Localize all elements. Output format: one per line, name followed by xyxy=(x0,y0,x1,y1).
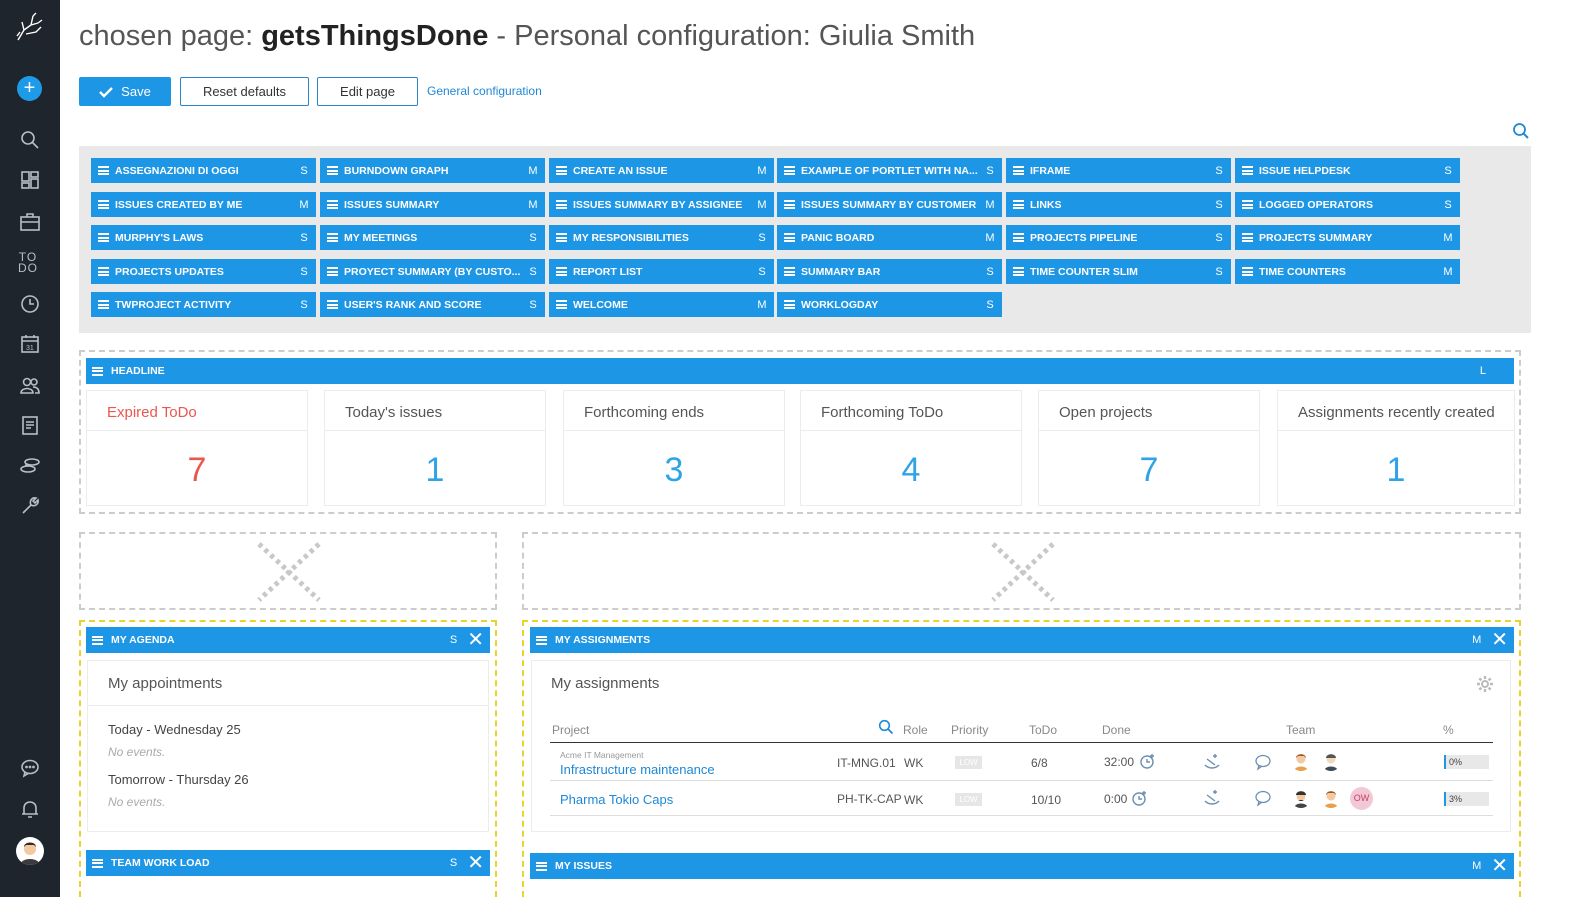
comment-icon[interactable] xyxy=(1254,789,1272,807)
palette-portlet-name: ISSUE HELPDESK xyxy=(1259,164,1351,177)
palette-portlet-name: IFRAME xyxy=(1030,164,1071,177)
drag-handle-icon[interactable] xyxy=(1242,233,1253,242)
people-icon[interactable] xyxy=(16,371,44,399)
row2-done: 0:00 xyxy=(1104,792,1128,806)
palette-portlet-chip[interactable] xyxy=(549,259,774,284)
drag-handle-icon[interactable] xyxy=(1242,267,1253,276)
palette-portlet-size[interactable]: S xyxy=(1215,164,1223,177)
table-search-icon[interactable] xyxy=(878,719,894,735)
palette-portlet-chip[interactable] xyxy=(320,225,545,250)
drag-handle-icon[interactable] xyxy=(92,636,103,645)
drag-handle-icon[interactable] xyxy=(1242,166,1253,175)
palette-portlet-size[interactable]: M xyxy=(528,164,538,177)
drag-handle-icon[interactable] xyxy=(784,300,795,309)
palette-portlet-name: ISSUES SUMMARY xyxy=(344,198,440,211)
gear-icon[interactable] xyxy=(1476,675,1494,693)
drag-handle-icon[interactable] xyxy=(536,862,547,871)
palette-portlet-chip[interactable] xyxy=(1006,192,1231,217)
palette-portlet-chip[interactable] xyxy=(777,225,1002,250)
headline-card-value: 7 xyxy=(1139,451,1159,489)
close-icon[interactable]: ✕ xyxy=(1491,629,1508,651)
palette-portlet-name: MY RESPONSIBILITIES xyxy=(573,231,689,244)
drag-handle-icon[interactable] xyxy=(784,166,795,175)
palette-portlet-chip[interactable] xyxy=(320,158,545,183)
headline-card-value: 1 xyxy=(425,451,445,489)
palette-portlet-name: WORKLOGDAY xyxy=(801,298,879,311)
close-icon[interactable]: ✕ xyxy=(467,852,484,874)
page-title: chosen page: getsThingsDone - Personal configuration: Giulia Smith xyxy=(79,20,976,52)
drag-handle-icon[interactable] xyxy=(327,233,338,242)
row2-progress: 3% xyxy=(1444,792,1489,806)
headline-card-value: 3 xyxy=(664,451,684,489)
palette-portlet-chip[interactable] xyxy=(549,158,774,183)
palette-search-icon[interactable] xyxy=(1512,122,1530,145)
palette-portlet-chip[interactable] xyxy=(91,192,316,217)
team-member-avatar[interactable] xyxy=(1321,751,1341,771)
palette-portlet-name: SUMMARY BAR xyxy=(801,265,881,278)
palette-portlet-chip[interactable] xyxy=(549,225,774,250)
palette-portlet-name: ISSUES SUMMARY BY ASSIGNEE xyxy=(573,198,743,211)
bell-icon[interactable] xyxy=(16,795,44,823)
palette-portlet-chip[interactable] xyxy=(91,225,316,250)
row2-code: PH-TK-CAP xyxy=(837,792,902,806)
palette-portlet-name: MY MEETINGS xyxy=(344,231,418,244)
my-agenda-portlet-bar[interactable]: MY AGENDA S ✕ xyxy=(86,627,490,653)
empty-zone-x-icon xyxy=(989,540,1057,604)
palette-portlet-name: WELCOME xyxy=(573,298,628,311)
drag-handle-icon[interactable] xyxy=(327,267,338,276)
drag-handle-icon[interactable] xyxy=(556,166,567,175)
palette-portlet-size[interactable]: M xyxy=(985,198,995,211)
drag-handle-icon[interactable] xyxy=(1013,166,1024,175)
agenda-empty-today: No events. xyxy=(108,745,166,759)
palette-portlet-size[interactable]: M xyxy=(1443,265,1453,278)
palette-portlet-chip[interactable] xyxy=(549,192,774,217)
palette-portlet-name: ISSUES SUMMARY BY CUSTOMER xyxy=(801,198,977,211)
col-todo[interactable]: ToDo xyxy=(1029,723,1058,737)
palette-portlet-name: ISSUES CREATED BY ME xyxy=(115,198,243,211)
palette-portlet-chip[interactable] xyxy=(777,292,1002,317)
agenda-day-today: Today - Wednesday 25 xyxy=(108,722,241,737)
row1-done: 32:00 xyxy=(1104,755,1135,769)
user-avatar[interactable] xyxy=(16,837,44,865)
palette-portlet-size[interactable]: M xyxy=(299,198,309,211)
drag-handle-icon[interactable] xyxy=(98,267,109,276)
col-done[interactable]: Done xyxy=(1102,723,1131,737)
palette-portlet-size[interactable]: S xyxy=(1444,198,1452,211)
headline-card[interactable] xyxy=(563,390,785,506)
headline-portlet-bar[interactable]: HEADLINE L xyxy=(86,358,1514,384)
drag-handle-icon[interactable] xyxy=(98,200,109,209)
palette-portlet-size[interactable]: S xyxy=(300,298,308,311)
drag-handle-icon[interactable] xyxy=(327,200,338,209)
portlet-palette xyxy=(79,146,1531,333)
coins-icon[interactable] xyxy=(16,451,44,479)
palette-portlet-name: PANIC BOARD xyxy=(801,231,875,244)
palette-portlet-chip[interactable] xyxy=(320,259,545,284)
headline-card[interactable] xyxy=(800,390,1022,506)
dashboard-icon[interactable] xyxy=(16,166,44,194)
col-priority[interactable]: Priority xyxy=(951,723,989,737)
drag-handle-icon[interactable] xyxy=(556,233,567,242)
palette-portlet-name: CREATE AN ISSUE xyxy=(573,164,668,177)
row2-role: WK xyxy=(904,793,924,807)
drag-handle-icon[interactable] xyxy=(556,300,567,309)
row2-project-link[interactable]: Pharma Tokio Caps xyxy=(560,792,674,807)
headline-card[interactable] xyxy=(1038,390,1260,506)
palette-portlet-size[interactable]: S xyxy=(1215,231,1223,244)
palette-portlet-chip[interactable] xyxy=(1006,158,1231,183)
worklog-icon[interactable] xyxy=(1203,753,1221,771)
general-configuration-link[interactable]: General configuration xyxy=(427,84,542,98)
chat-icon[interactable] xyxy=(16,754,44,782)
palette-portlet-name: ASSEGNAZIONI DI OGGI xyxy=(115,164,239,177)
agenda-day-tomorrow: Tomorrow - Thursday 26 xyxy=(108,772,249,787)
add-icon[interactable]: + xyxy=(17,76,42,101)
headline-card-label: Forthcoming ends xyxy=(564,391,784,431)
palette-portlet-chip[interactable] xyxy=(91,259,316,284)
drag-handle-icon[interactable] xyxy=(1013,233,1024,242)
drag-handle-icon[interactable] xyxy=(536,636,547,645)
palette-portlet-size[interactable]: S xyxy=(529,298,537,311)
close-icon[interactable]: ✕ xyxy=(1491,855,1508,877)
palette-portlet-chip[interactable] xyxy=(777,192,1002,217)
team-member-initials[interactable]: OW xyxy=(1350,787,1373,810)
palette-portlet-size[interactable]: S xyxy=(529,231,537,244)
palette-portlet-size[interactable]: M xyxy=(528,198,538,211)
clock-icon[interactable] xyxy=(16,290,44,318)
headline-card[interactable] xyxy=(1277,390,1515,506)
palette-portlet-name: EXAMPLE OF PORTLET WITH NA... xyxy=(801,164,978,177)
palette-portlet-name: LINKS xyxy=(1030,198,1062,211)
palette-portlet-name: BURNDOWN GRAPH xyxy=(344,164,449,177)
check-icon xyxy=(99,86,113,98)
team-member-avatar[interactable] xyxy=(1291,788,1311,808)
palette-portlet-chip[interactable] xyxy=(320,292,545,317)
team-member-avatar[interactable] xyxy=(1321,788,1341,808)
palette-portlet-size[interactable]: S xyxy=(986,265,994,278)
palette-portlet-size[interactable]: S xyxy=(1215,198,1223,211)
assignments-section-title: My assignments xyxy=(551,675,660,692)
empty-zone-x-icon xyxy=(255,540,323,604)
palette-portlet-size[interactable]: M xyxy=(1443,231,1453,244)
agenda-section-title: My appointments xyxy=(108,675,223,692)
headline-card-label: Expired ToDo xyxy=(87,391,307,431)
search-icon[interactable] xyxy=(16,126,44,154)
palette-portlet-size[interactable]: S xyxy=(300,231,308,244)
palette-portlet-name: TWPROJECT ACTIVITY xyxy=(115,298,232,311)
palette-portlet-name: TIME COUNTER SLIM xyxy=(1030,265,1138,278)
team-work-load-portlet-bar[interactable]: TEAM WORK LOAD S ✕ xyxy=(86,850,490,876)
col-project[interactable]: Project xyxy=(552,723,590,737)
palette-portlet-size[interactable]: S xyxy=(986,164,994,177)
row1-progress: 0% xyxy=(1444,755,1489,769)
palette-portlet-chip[interactable] xyxy=(1235,259,1460,284)
drag-handle-icon[interactable] xyxy=(327,300,338,309)
reset-defaults-button[interactable]: Reset defaults xyxy=(180,77,309,106)
headline-card-value: 1 xyxy=(1386,451,1406,489)
palette-portlet-chip[interactable] xyxy=(91,158,316,183)
palette-portlet-name: PROJECTS SUMMARY xyxy=(1259,231,1373,244)
drag-handle-icon[interactable] xyxy=(98,300,109,309)
col-role[interactable]: Role xyxy=(903,723,928,737)
palette-portlet-size[interactable]: M xyxy=(757,298,767,311)
palette-portlet-chip[interactable] xyxy=(1235,225,1460,250)
headline-card-label: Today's issues xyxy=(325,391,545,431)
save-button[interactable]: Save xyxy=(79,77,171,106)
palette-portlet-size[interactable]: S xyxy=(1444,164,1452,177)
my-issues-portlet-bar[interactable]: MY ISSUES M ✕ xyxy=(530,853,1514,879)
palette-portlet-chip[interactable] xyxy=(1006,259,1231,284)
palette-portlet-size[interactable]: S xyxy=(529,265,537,278)
palette-portlet-size[interactable]: S xyxy=(758,231,766,244)
palette-portlet-size[interactable]: S xyxy=(300,164,308,177)
headline-card-label: Assignments recently created xyxy=(1278,391,1514,431)
drag-handle-icon[interactable] xyxy=(98,166,109,175)
palette-portlet-name: REPORT LIST xyxy=(573,265,643,278)
drag-handle-icon[interactable] xyxy=(327,166,338,175)
headline-card[interactable] xyxy=(86,390,308,506)
document-icon[interactable] xyxy=(16,411,44,439)
drag-handle-icon[interactable] xyxy=(92,367,103,376)
drag-handle-icon[interactable] xyxy=(556,267,567,276)
team-member-avatar[interactable] xyxy=(1291,751,1311,771)
drag-handle-icon[interactable] xyxy=(1242,200,1253,209)
palette-portlet-chip[interactable] xyxy=(549,292,774,317)
drag-handle-icon[interactable] xyxy=(556,200,567,209)
palette-portlet-size[interactable]: S xyxy=(758,265,766,278)
palette-portlet-name: TIME COUNTERS xyxy=(1259,265,1346,278)
palette-portlet-size[interactable]: M xyxy=(757,164,767,177)
wrench-icon[interactable] xyxy=(16,492,44,520)
drag-handle-icon[interactable] xyxy=(1013,267,1024,276)
palette-portlet-chip[interactable] xyxy=(91,292,316,317)
headline-card-value: 7 xyxy=(187,451,207,489)
row1-project-link[interactable]: Infrastructure maintenance xyxy=(560,762,715,777)
drag-handle-icon[interactable] xyxy=(784,233,795,242)
palette-portlet-size[interactable]: M xyxy=(985,231,995,244)
palette-portlet-size[interactable]: S xyxy=(300,265,308,278)
palette-portlet-chip[interactable] xyxy=(320,192,545,217)
palette-portlet-chip[interactable] xyxy=(1235,192,1460,217)
headline-card-label: Forthcoming ToDo xyxy=(801,391,1021,431)
row1-role: WK xyxy=(904,756,924,770)
drag-handle-icon[interactable] xyxy=(92,859,103,868)
headline-card[interactable] xyxy=(324,390,546,506)
palette-portlet-size[interactable]: M xyxy=(757,198,767,211)
palette-portlet-chip[interactable] xyxy=(1235,158,1460,183)
agenda-panel xyxy=(87,660,489,832)
app-logo-icon[interactable] xyxy=(14,10,44,44)
palette-portlet-chip[interactable] xyxy=(1006,225,1231,250)
palette-portlet-name: LOGGED OPERATORS xyxy=(1259,198,1373,211)
comment-icon[interactable] xyxy=(1254,753,1272,771)
calendar-icon[interactable] xyxy=(16,330,44,358)
todo-icon[interactable]: TO DO xyxy=(18,250,38,275)
row2-priority-badge[interactable]: LOW xyxy=(955,793,982,806)
headline-card-label: Open projects xyxy=(1039,391,1259,431)
palette-portlet-name: PROYECT SUMMARY (BY CUSTO... xyxy=(344,265,521,278)
drag-handle-icon[interactable] xyxy=(784,267,795,276)
close-icon[interactable]: ✕ xyxy=(467,629,484,651)
col-team[interactable]: Team xyxy=(1286,723,1316,737)
col-percent[interactable]: % xyxy=(1443,723,1454,737)
agenda-empty-tomorrow: No events. xyxy=(108,795,166,809)
drag-handle-icon[interactable] xyxy=(1013,200,1024,209)
worklog-icon[interactable] xyxy=(1203,789,1221,807)
drag-handle-icon[interactable] xyxy=(784,200,795,209)
drag-handle-icon[interactable] xyxy=(98,233,109,242)
palette-portlet-chip[interactable] xyxy=(777,158,1002,183)
row1-priority-badge[interactable]: LOW xyxy=(955,756,982,769)
my-assignments-portlet-bar[interactable]: MY ASSIGNMENTS M ✕ xyxy=(530,627,1514,653)
palette-portlet-chip[interactable] xyxy=(777,259,1002,284)
headline-card-value: 4 xyxy=(901,451,921,489)
row1-code: IT-MNG.01 xyxy=(837,756,896,770)
add-time-icon[interactable] xyxy=(1131,789,1149,807)
row1-todo[interactable]: 6/8 xyxy=(1031,756,1048,770)
palette-portlet-name: USER'S RANK AND SCORE xyxy=(344,298,482,311)
row2-todo[interactable]: 10/10 xyxy=(1031,793,1062,807)
palette-portlet-size[interactable]: S xyxy=(1215,265,1223,278)
palette-portlet-name: MURPHY'S LAWS xyxy=(115,231,204,244)
palette-portlet-name: PROJECTS UPDATES xyxy=(115,265,224,278)
palette-portlet-size[interactable]: S xyxy=(986,298,994,311)
sidebar xyxy=(0,0,60,897)
palette-portlet-name: PROJECTS PIPELINE xyxy=(1030,231,1138,244)
add-time-icon[interactable] xyxy=(1139,752,1157,770)
edit-page-button[interactable]: Edit page xyxy=(317,77,418,106)
svg-text:31: 31 xyxy=(26,345,34,352)
briefcase-icon[interactable] xyxy=(16,208,44,236)
row1-client: Acme IT Management xyxy=(560,750,644,760)
